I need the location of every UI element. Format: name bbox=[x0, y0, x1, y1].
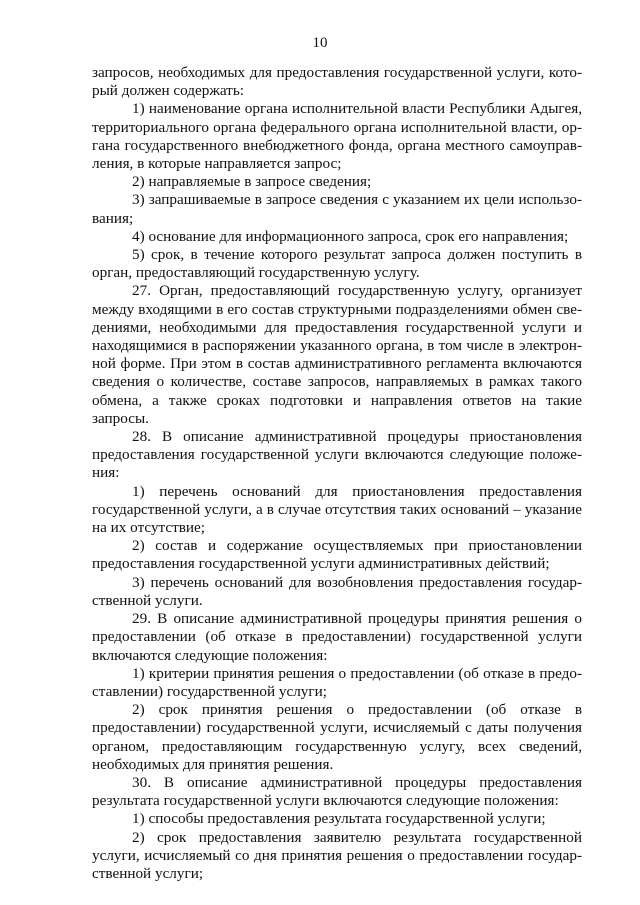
clause-27: 27. Орган, предоставляющий государственную услугу, организует между входящими в его состав структурными подразделениями обмен сведениями, необходимыми для предоставления государственной услуги и находящимися в распоряжении указанного органа, в том числе в электронной форме. При этом в состав административного регламента включаются сведения о количестве, составе запросов, направляемых в рамках такого обмена, а также сроках подготовки и направления ответов на такие запросы. bbox=[92, 282, 582, 427]
clause-30: 30. В описание административной процедуры предоставления результата государственной услуги включаются следующие положения: bbox=[92, 773, 582, 810]
document-body bbox=[92, 64, 582, 883]
list-item-response-deadline: 5) срок, в течение которого результат запроса должен поступить в орган, предоставляющий государственную услугу. bbox=[92, 246, 582, 282]
list-item-sent-info: 2) направляемые в запросе сведения; bbox=[132, 173, 372, 191]
clause-28: 28. В описание административной процедуры приостановления предоставления государственной услуги включаются следующие положения: bbox=[92, 428, 582, 482]
list-item-authority-name: 1) наименование органа исполнительной власти Республики Адыгея, территориального органа федерального органа исполнительной власти, органа государственного внебюджетного фонда, органа местного самоуправления, в которые направляется запрос; bbox=[92, 100, 582, 173]
list-item-decision-deadline: 2) срок принятия решения о предоставлении (об отказе в предоставлении) государственной услуги, исчисляемый с даты получения органом, предоставляющим государственную услугу, всех сведений, необходимых для принятия решения. bbox=[92, 701, 582, 773]
clause-29: 29. В описание административной процедуры принятия решения о предоставлении (об отказе в предоставлении) государственной услуги включаются следующие положения: bbox=[92, 610, 582, 664]
list-item-resumption-grounds: 3) перечень оснований для возобновления предоставления государственной услуги. bbox=[92, 573, 582, 609]
list-item-result-methods: 1) способы предоставления результата государственной услуги; bbox=[132, 810, 546, 828]
list-item-request-basis: 4) основание для информационного запроса, срок его направления; bbox=[132, 227, 569, 245]
list-item-suspension-grounds: 1) перечень оснований для приостановления предоставления государственной услуги, а в случае отсутствия таких оснований – указание на их отсутствие; bbox=[92, 482, 582, 537]
list-item-suspension-actions: 2) состав и содержание осуществляемых при приостановлении предоставления государственной услуги административных действий; bbox=[92, 537, 582, 573]
list-item-requested-info: 3) запрашиваемые в запросе сведения с указанием их цели использования; bbox=[92, 191, 582, 227]
paragraph-continuation: запросов, необходимых для предоставления государственной услуги, который должен содержать: bbox=[92, 64, 582, 100]
page-number: 10 bbox=[312, 35, 328, 51]
list-item-decision-criteria: 1) критерии принятия решения о предоставлении (об отказе в предоставлении) государственной услуги; bbox=[92, 664, 582, 700]
list-item-result-deadline: 2) срок предоставления заявителю результата государственной услуги, исчисляемый со дня принятия решения о предоставлении государственной услуги; bbox=[92, 828, 582, 882]
